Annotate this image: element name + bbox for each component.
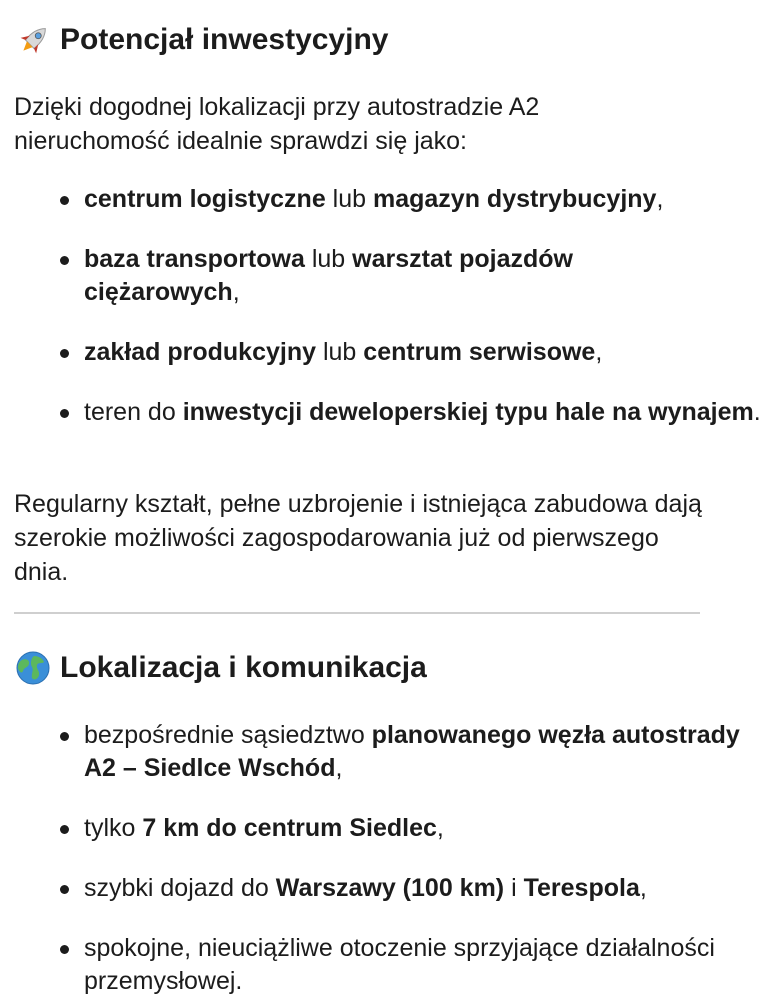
bullet-dot [60,732,69,741]
text: , [335,754,343,782]
bullet-dot [60,196,69,205]
globe-icon [14,650,54,686]
text: . [753,398,761,426]
text: lub [304,245,353,273]
bold-text: 7 km do centrum Siedlec [142,814,437,842]
bullet-dot [60,409,69,418]
bold-text: planowanego węzła autostrady A2 – Siedlce Wschód [84,721,740,782]
list-item [14,243,684,309]
text: lub [325,185,373,213]
list-item [14,396,774,429]
list-item [14,812,774,845]
bold-text: baza transportowa [84,245,305,273]
list-item [14,872,774,905]
text: , [639,874,647,902]
section-divider [14,612,700,614]
text: teren do [84,398,183,426]
intro-paragraph: Dzięki dogodnej lokalizacji przy autostradzie A2 nieruchomość idealnie sprawdzi się jako: [14,93,540,155]
list-item [14,719,754,785]
rocket-icon [14,22,54,58]
bullet-dot [60,349,69,358]
text: , [232,278,240,306]
outro-paragraph: Regularny kształt, pełne uzbrojenie i istniejąca zabudowa dają szerokie możliwości zagospodarowania już od pierwszego dnia. [14,490,702,586]
list-item [14,336,774,369]
text: , [656,185,664,213]
bold-text: Terespola [523,874,640,902]
text: , [436,814,444,842]
bold-text: centrum logistyczne [84,185,326,213]
bold-text: Warszawy (100 km) [275,874,505,902]
text: tylko [84,814,143,842]
section-title-location [14,650,427,686]
bold-text: inwestycji deweloperskiej typu hale na wynajem [182,398,754,426]
text: i [504,874,524,902]
bold-text: centrum serwisowe [363,338,596,366]
section-title-investment [14,22,388,58]
bold-text: warsztat pojazdów ciężarowych [84,245,574,306]
bullet-dot [60,885,69,894]
text: szybki dojazd do [84,874,276,902]
bold-text: zakład produkcyjny [84,338,317,366]
text: bezpośrednie sąsiedztwo [84,721,372,749]
list-item [14,183,774,216]
bullet-dot [60,825,69,834]
text: spokojne, nieuciążliwe otoczenie sprzyjające działalności przemysłowej. [84,934,715,995]
text: , [595,338,603,366]
section-title-text: Lokalizacja i komunikacja [60,651,427,684]
bullet-dot [60,256,69,265]
list-item [14,932,724,998]
section-title-text: Potencjał inwestycyjny [60,23,389,56]
bullet-dot [60,945,69,954]
bold-text: magazyn dystrybucyjny [373,185,657,213]
text: lub [316,338,364,366]
